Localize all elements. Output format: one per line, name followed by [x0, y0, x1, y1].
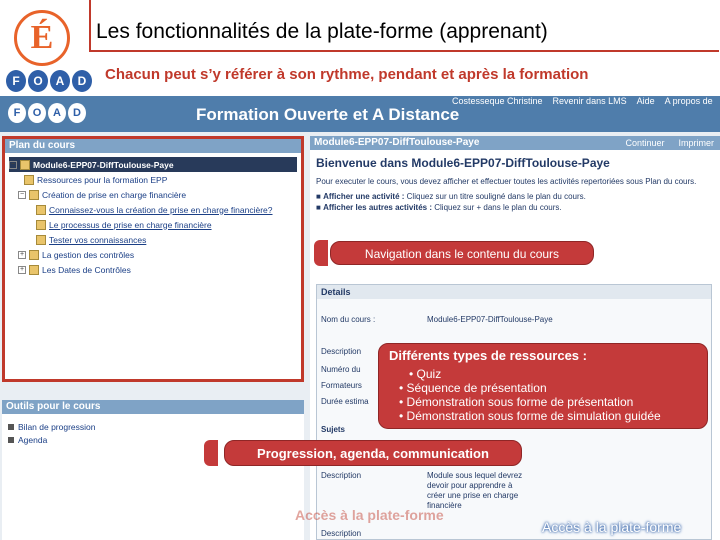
callout-resources-title: Différents types de ressources : [389, 348, 587, 363]
step-label: Afficher les autres activités : [323, 203, 432, 212]
logo-foad-a: A [50, 70, 70, 92]
document-icon [36, 220, 46, 230]
course-actions [625, 136, 714, 150]
tree-item-label: Module6-EPP07-DiffToulouse-Paye [33, 159, 174, 170]
logo-foad-o: O [28, 70, 48, 92]
subject-description-label: Description [321, 471, 362, 480]
access-platform-link[interactable]: Accès à la plate-forme [542, 519, 682, 535]
document-icon [36, 235, 46, 245]
app-header [0, 96, 720, 132]
print-link[interactable]: Imprimer [678, 138, 714, 148]
course-content-header [310, 136, 720, 150]
detail-label-duration: Durée estima [321, 397, 369, 406]
resource-sequence: • Séquence de présentation [399, 381, 547, 395]
logo-letter: É [30, 19, 54, 56]
tree-item-module[interactable] [9, 157, 297, 172]
header-rule-vertical [89, 0, 91, 52]
step-text: Cliquez sur un titre souligné dans le plan du cours. [406, 192, 586, 201]
foad-logo [2, 2, 90, 96]
callout-tab [204, 440, 218, 466]
help-link[interactable]: Aide [636, 96, 655, 106]
resource-demo-simulation: • Démonstration sous forme de simulation guidée [399, 409, 661, 423]
document-icon [36, 205, 46, 215]
collapse-icon[interactable]: − [10, 160, 16, 168]
tree-item-process[interactable] [9, 217, 297, 232]
step-view-activity: ■ Afficher une activité : Cliquez sur un titre souligné dans le plan du cours. [316, 192, 586, 201]
tool-label: Bilan de progression [18, 421, 96, 432]
app-title: Formation Ouverte et A Distance [196, 105, 460, 124]
tree-item-label: Tester vos connaissances [49, 234, 147, 245]
folder-icon [20, 160, 30, 170]
tree-item-creation[interactable] [9, 187, 297, 202]
logo-foad-letters [6, 70, 92, 92]
user-bar [452, 96, 713, 112]
slide-subtitle: Chacun peut s’y référer à son rythme, pendant et après la formation [105, 66, 589, 83]
folder-icon [29, 250, 39, 260]
folder-icon [29, 265, 39, 275]
resource-quiz: • Quiz [409, 367, 442, 381]
expand-icon[interactable]: + [19, 250, 25, 258]
course-content-title: Module6-EPP07-DiffToulouse-Paye [314, 137, 480, 148]
tree-item-controls[interactable] [9, 247, 297, 262]
welcome-heading: Bienvenue dans Module6-EPP07-DiffToulouse-Paye [316, 156, 610, 170]
resource-demo-presentation: • Démonstration sous forme de présentation [399, 395, 634, 409]
access-platform-ghost: Accès à la plate-forme [295, 507, 444, 523]
intro-text: Pour executer le cours, vous devez afficher et effectuer toutes les activités repertoriées sous Plan du cours. [316, 177, 697, 186]
course-plan-panel [2, 136, 304, 382]
folder-icon [29, 190, 39, 200]
continue-link[interactable]: Continuer [625, 138, 665, 148]
tree-item-label: Ressources pour la formation EPP [37, 174, 168, 185]
course-content-panel [310, 136, 720, 540]
step-text: Cliquez sur + dans le plan du cours. [434, 203, 562, 212]
tree-item-dates[interactable] [9, 262, 297, 277]
detail-label-description: Description [321, 347, 362, 356]
detail-label-course-name: Nom du cours : [321, 315, 376, 324]
calendar-icon [8, 437, 14, 443]
tree-item-label: La gestion des contrôles [42, 249, 135, 260]
tree-item-test[interactable] [9, 232, 297, 247]
tree-item-resources[interactable] [9, 172, 297, 187]
collapse-icon[interactable]: − [19, 190, 25, 198]
subject-description-value: Module sous lequel devrez devoir pour apprendre à créer une prise en charge financière [427, 471, 523, 510]
step-label: Afficher une activité : [323, 192, 405, 201]
folder-icon [24, 175, 34, 185]
app-logo-o: O [28, 103, 46, 123]
logo-circle [14, 10, 70, 66]
tree-item-label: Le processus de prise en charge financière [49, 219, 212, 230]
subject-description2-label: Description [321, 529, 362, 538]
tool-progress[interactable] [8, 420, 298, 433]
header-rule-horizontal [89, 50, 719, 52]
expand-icon[interactable]: + [19, 265, 25, 273]
back-to-lms-link[interactable]: Revenir dans LMS [552, 96, 627, 106]
app-logo-d: D [68, 103, 86, 123]
course-tools-header: Outils pour le cours [2, 400, 304, 414]
platform-screenshot [0, 96, 720, 540]
step-other-activities: ■ Afficher les autres activités : Cliquez sur + dans le plan du cours. [316, 203, 562, 212]
subjects-label: Sujets [321, 425, 346, 434]
app-logo-f: F [8, 103, 26, 123]
callout-resources [378, 343, 708, 429]
callout-tab [314, 240, 328, 266]
progress-icon [8, 424, 14, 430]
slide-title: Les fonctionnalités de la plate-forme (apprenant) [96, 20, 548, 43]
tree-item-label: Les Dates de Contrôles [42, 264, 131, 275]
user-name: Costesseque Christine [452, 96, 543, 106]
details-header: Details [317, 285, 711, 299]
callout-navigation: Navigation dans le contenu du cours [330, 241, 594, 265]
tool-label: Agenda [18, 434, 48, 445]
detail-value-course-name: Module6-EPP07-DiffToulouse-Paye [427, 315, 553, 324]
tree-item-quiz[interactable] [9, 202, 297, 217]
app-logo-a: A [48, 103, 66, 123]
course-tree [5, 153, 301, 281]
course-tools-panel [2, 400, 304, 540]
tree-item-label: Création de prise en charge financière [42, 189, 187, 200]
about-link[interactable]: A propos de [664, 96, 713, 106]
callout-progression: Progression, agenda, communication [224, 440, 522, 466]
course-plan-header: Plan du cours [5, 139, 301, 153]
logo-foad-f: F [6, 70, 26, 92]
tree-item-label: Connaissez-vous la création de prise en charge financière? [49, 204, 273, 215]
app-logo [8, 103, 86, 123]
logo-foad-d: D [72, 70, 92, 92]
detail-label-number: Numéro du [321, 365, 361, 374]
detail-label-trainers: Formateurs [321, 381, 362, 390]
